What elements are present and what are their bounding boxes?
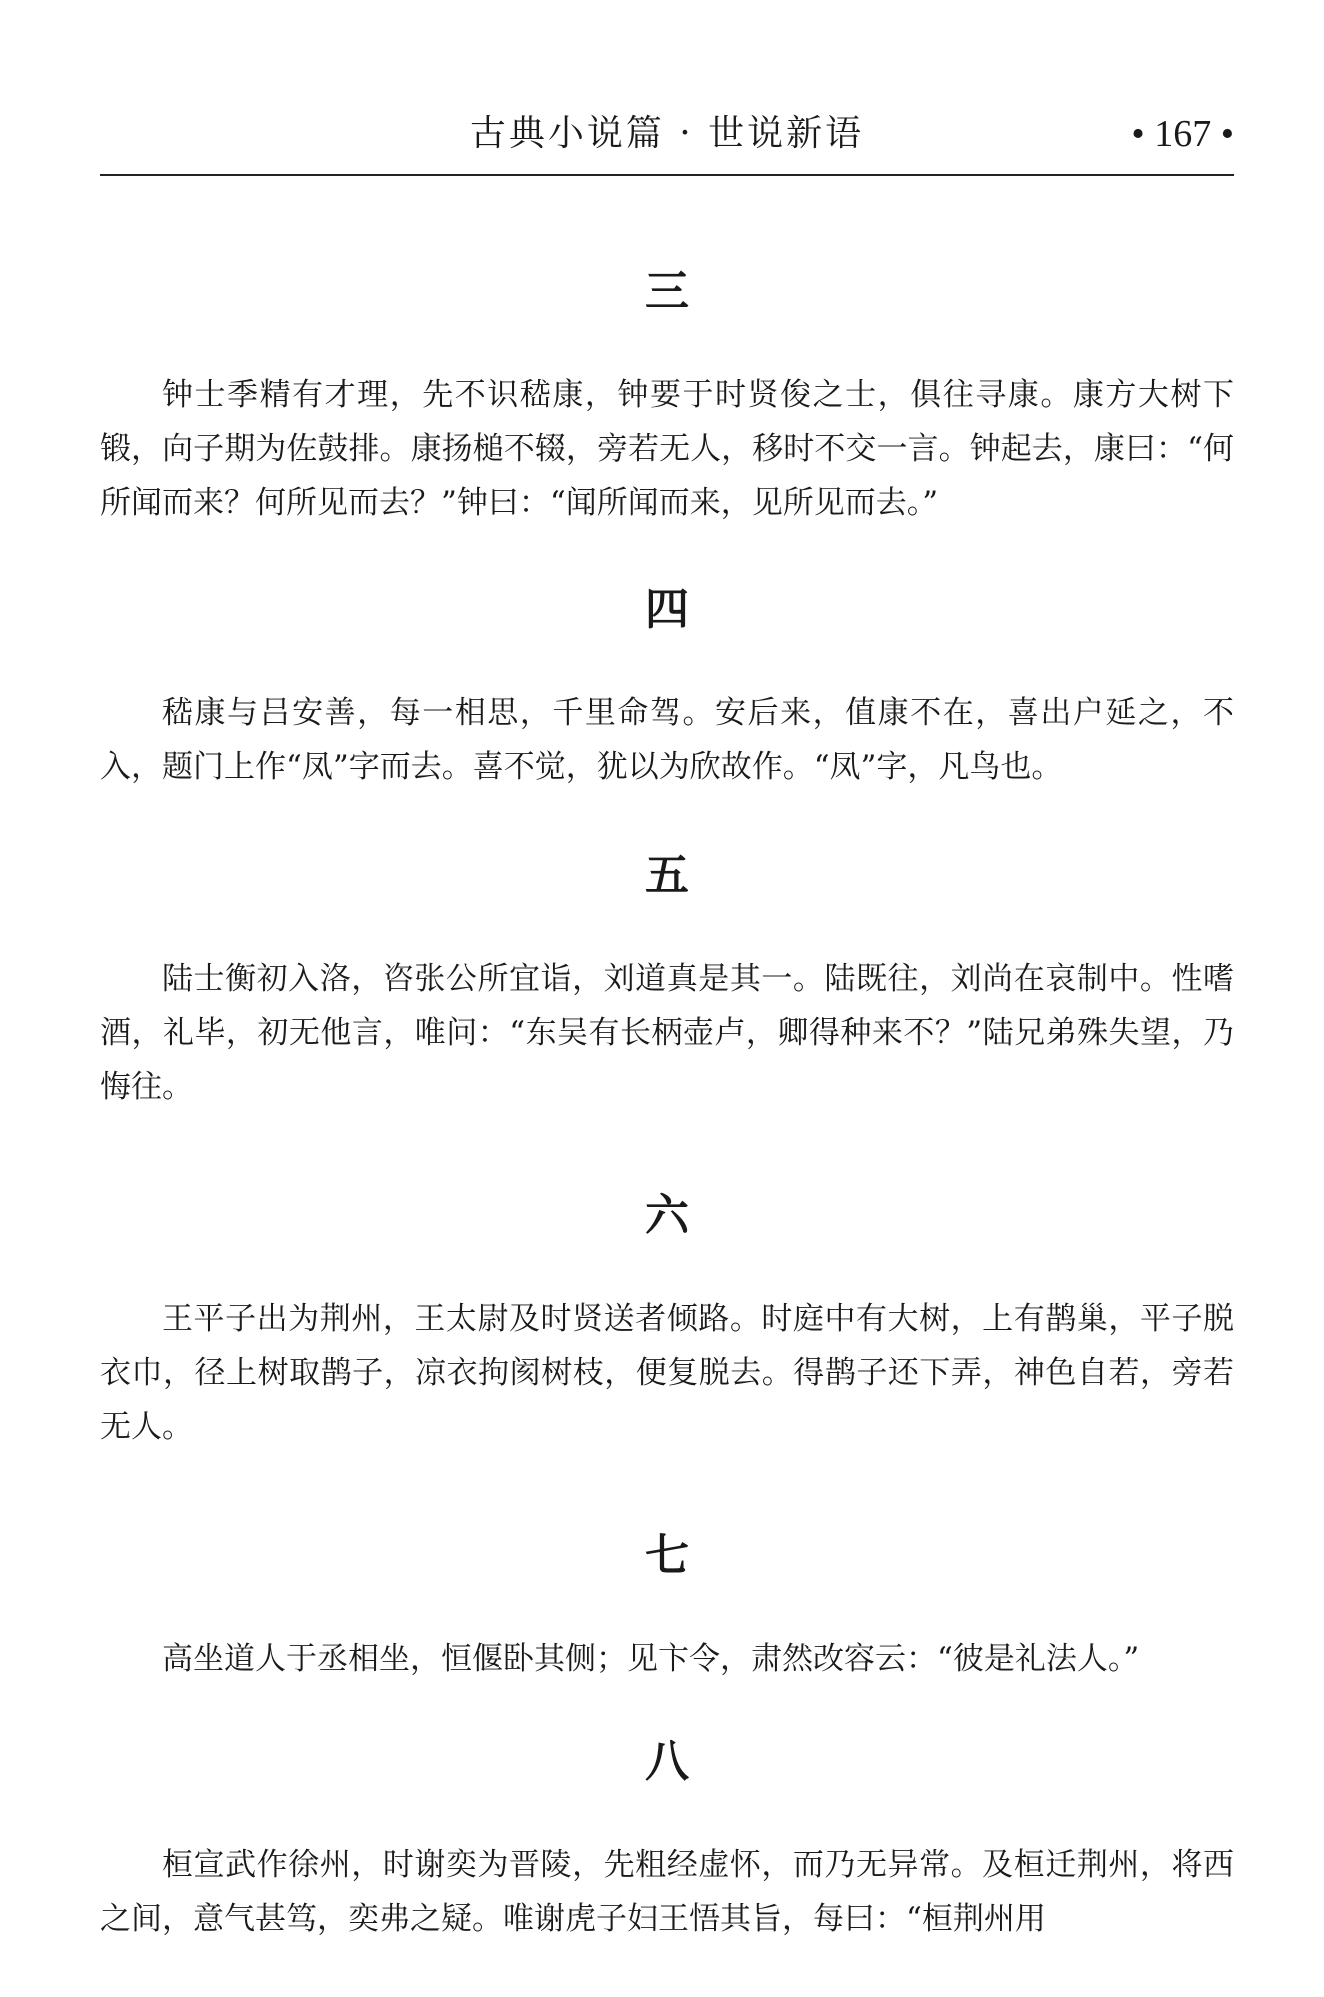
section-heading: 三 xyxy=(645,266,689,317)
section-7 xyxy=(100,1526,1234,1686)
section-heading: 六 xyxy=(645,1190,689,1241)
section-5 xyxy=(100,846,1234,1114)
section-heading: 四 xyxy=(645,584,689,635)
page-number: • 167 • xyxy=(1131,113,1234,155)
page-body xyxy=(100,262,1234,1946)
section-3 xyxy=(100,262,1234,530)
section-6 xyxy=(100,1186,1234,1454)
section-heading: 五 xyxy=(645,850,689,901)
running-title: 古典小说篇 · 世说新语 xyxy=(469,113,865,154)
page-header xyxy=(100,102,1234,176)
section-heading: 八 xyxy=(645,1736,689,1787)
section-4 xyxy=(100,580,1234,794)
section-paragraph: 王平子出为荆州，王太尉及时贤送者倾路。时庭中有大树，上有鹊巢，平子脱衣巾，径上树取鹊子，凉衣拘阂树枝，便复脱去。得鹊子还下弄，神色自若，旁若无人。 xyxy=(100,1301,1234,1445)
section-8 xyxy=(100,1732,1234,1946)
section-paragraph: 桓宣武作徐州，时谢奕为晋陵，先粗经虚怀，而乃无异常。及桓迁荆州，将西之间，意气甚笃，奕弗之疑。唯谢虎子妇王悟其旨，每曰：“桓荆州用 xyxy=(100,1847,1234,1937)
section-heading: 七 xyxy=(645,1530,689,1581)
section-paragraph: 高坐道人于丞相坐，恒偃卧其侧；见卞令，肃然改容云：“彼是礼法人。” xyxy=(162,1641,1140,1677)
section-paragraph: 嵇康与吕安善，每一相思，千里命驾。安后来，值康不在，喜出户延之，不入，题门上作“凤”字而去。喜不觉，犹以为欣故作。“凤”字，凡鸟也。 xyxy=(100,695,1234,785)
section-paragraph: 陆士衡初入洛，咨张公所宜诣，刘道真是其一。陆既往，刘尚在哀制中。性嗜酒，礼毕，初无他言，唯问：“东吴有长柄壶卢，卿得种来不？”陆兄弟殊失望，乃悔往。 xyxy=(100,961,1234,1105)
section-paragraph: 钟士季精有才理，先不识嵇康，钟要于时贤俊之士，俱往寻康。康方大树下锻，向子期为佐鼓排。康扬槌不辍，旁若无人，移时不交一言。钟起去，康曰：“何所闻而来？何所见而去？”钟曰：“闻所闻而来，见所见而去。” xyxy=(100,377,1234,521)
